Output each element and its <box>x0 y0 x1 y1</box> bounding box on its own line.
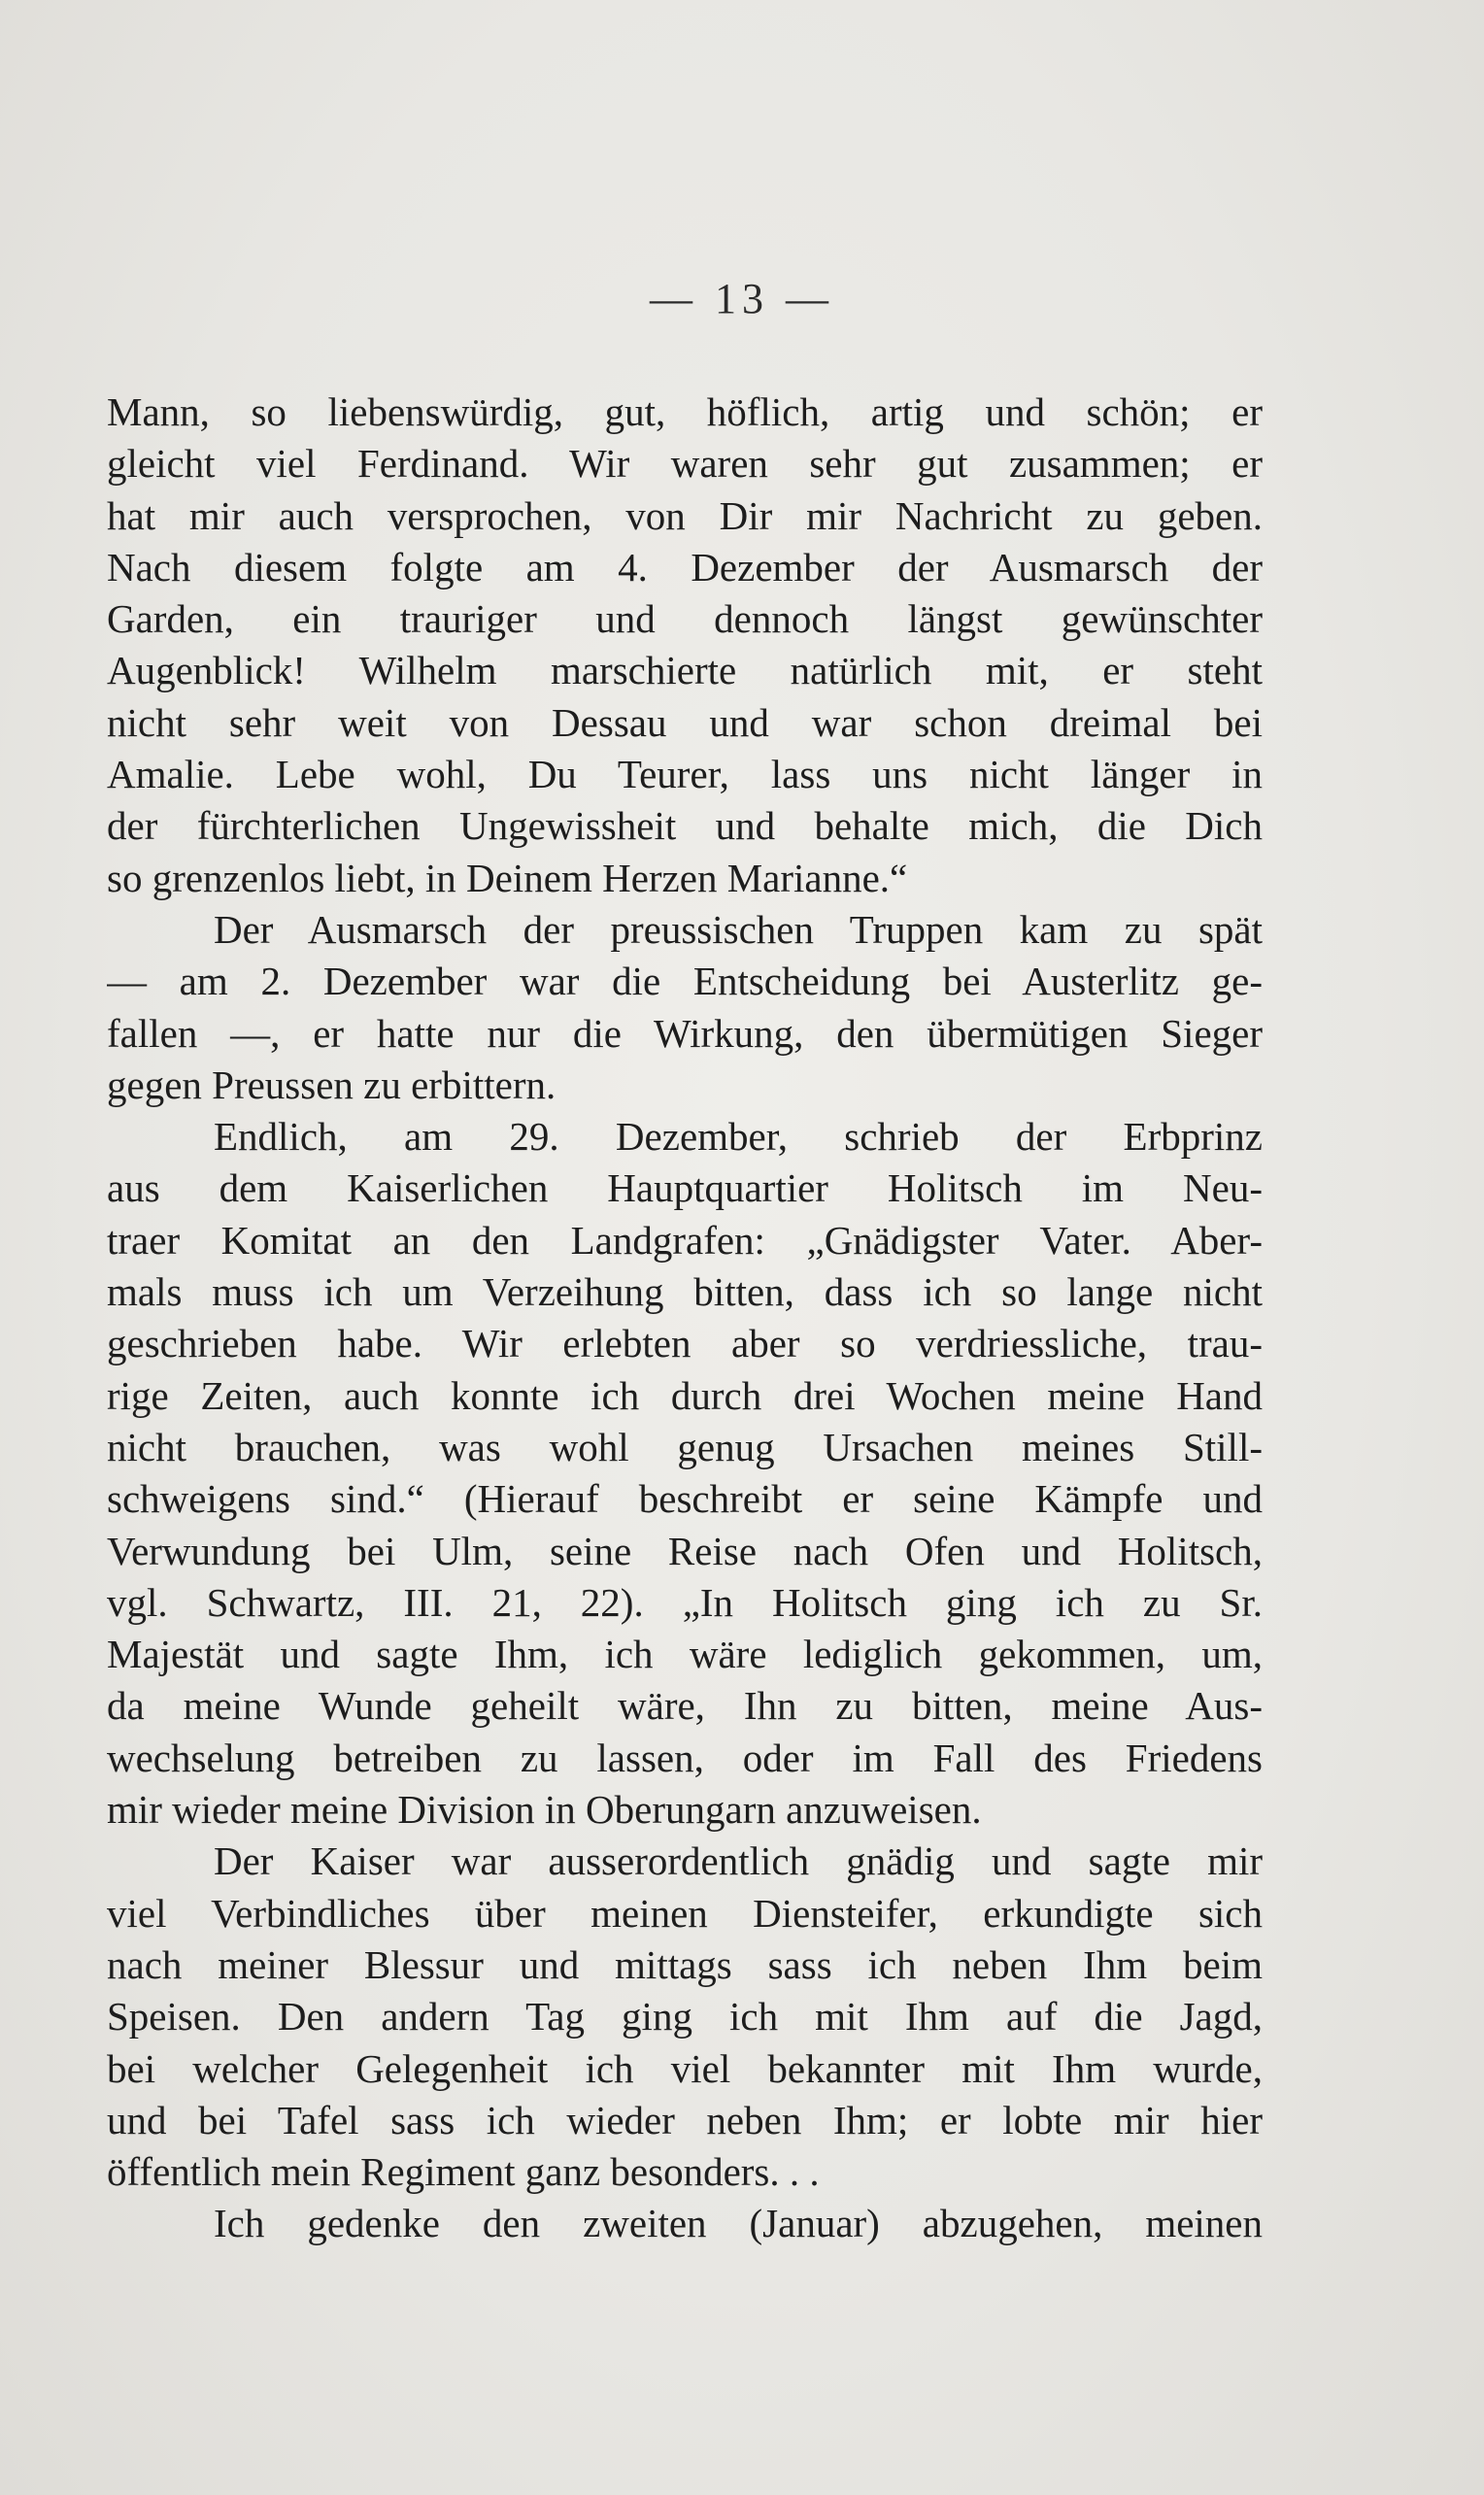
text-line: mals muss ich um Verzeihung bitten, dass ich so lange nicht <box>107 1269 1263 1315</box>
text-line: geschrieben habe. Wir erlebten aber so verdriessliche, trau- <box>107 1321 1263 1366</box>
body-text <box>107 387 1263 2250</box>
text-line: so grenzenlos liebt, in Deinem Herzen Marianne.“ <box>107 855 908 900</box>
text-line: nicht brauchen, was wohl genug Ursachen meines Still- <box>107 1424 1263 1469</box>
text-line: gleicht viel Ferdinand. Wir waren sehr gut zusammen; er <box>107 441 1263 487</box>
text-line: Der Ausmarsch der preussischen Truppen kam zu spät <box>214 906 1263 952</box>
text-line: viel Verbindliches über meinen Diensteifer, erkundigte sich <box>107 1890 1263 1936</box>
text-line: gegen Preussen zu erbittern. <box>107 1062 556 1107</box>
text-line: Verwundung bei Ulm, seine Reise nach Ofen und Holitsch, <box>107 1528 1263 1573</box>
page-number: — 13 — <box>650 275 834 322</box>
text-line: Majestät und sagte Ihm, ich wäre lediglich gekommen, um, <box>107 1632 1263 1677</box>
text-line: traer Komitat an den Landgrafen: „Gnädigster Vater. Aber- <box>107 1217 1263 1263</box>
text-line: bei welcher Gelegenheit ich viel bekannter mit Ihm wurde, <box>107 2045 1263 2091</box>
text-line: Amalie. Lebe wohl, Du Teurer, lass uns nicht länger in <box>107 752 1263 797</box>
text-line: Garden, ein trauriger und dennoch längst gewünschter <box>107 596 1263 642</box>
text-line: nach meiner Blessur und mittags sass ich neben Ihm beim <box>107 1941 1263 1987</box>
text-line: fallen —, er hatte nur die Wirkung, den übermütigen Sieger <box>107 1010 1263 1056</box>
text-line: Ich gedenke den zweiten (Januar) abzugehen, meinen <box>214 2201 1263 2246</box>
text-line: Nach diesem folgte am 4. Dezember der Ausmarsch der <box>107 544 1263 590</box>
text-line: da meine Wunde geheilt wäre, Ihn zu bitten, meine Aus- <box>107 1683 1263 1729</box>
text-line: schweigens sind.“ (Hierauf beschreibt er seine Kämpfe und <box>107 1476 1263 1522</box>
text-line: Augenblick! Wilhelm marschierte natürlich mit, er steht <box>107 648 1263 693</box>
text-line: hat mir auch versprochen, von Dir mir Nachricht zu geben. <box>107 492 1263 538</box>
text-line: der fürchterlichen Ungewissheit und behalte mich, die Dich <box>107 803 1263 849</box>
text-line: mir wieder meine Division in Oberungarn anzuweisen. <box>107 1787 982 1833</box>
text-line: rige Zeiten, auch konnte ich durch drei Wochen meine Hand <box>107 1372 1263 1418</box>
text-line: Speisen. Den andern Tag ging ich mit Ihm auf die Jagd, <box>107 1994 1263 2040</box>
text-line: öffentlich mein Regiment ganz besonders. . . <box>107 2149 820 2195</box>
text-line: wechselung betreiben zu lassen, oder im Fall des Friedens <box>107 1735 1263 1780</box>
text-line: Mann, so liebenswürdig, gut, höflich, artig und schön; er <box>107 389 1263 434</box>
text-line: — am 2. Dezember war die Entscheidung bei Austerlitz ge- <box>107 959 1263 1004</box>
text-line: nicht sehr weit von Dessau und war schon dreimal bei <box>107 699 1263 745</box>
text-line: Der Kaiser war ausserordentlich gnädig und sagte mir <box>214 1838 1263 1884</box>
text-line: vgl. Schwartz, III. 21, 22). „In Holitsch ging ich zu Sr. <box>107 1579 1263 1625</box>
text-line: aus dem Kaiserlichen Hauptquartier Holitsch im Neu- <box>107 1165 1263 1211</box>
text-line: und bei Tafel sass ich wieder neben Ihm; er lobte mir hier <box>107 2097 1263 2142</box>
text-line: Endlich, am 29. Dezember, schrieb der Erbprinz <box>214 1114 1263 1160</box>
